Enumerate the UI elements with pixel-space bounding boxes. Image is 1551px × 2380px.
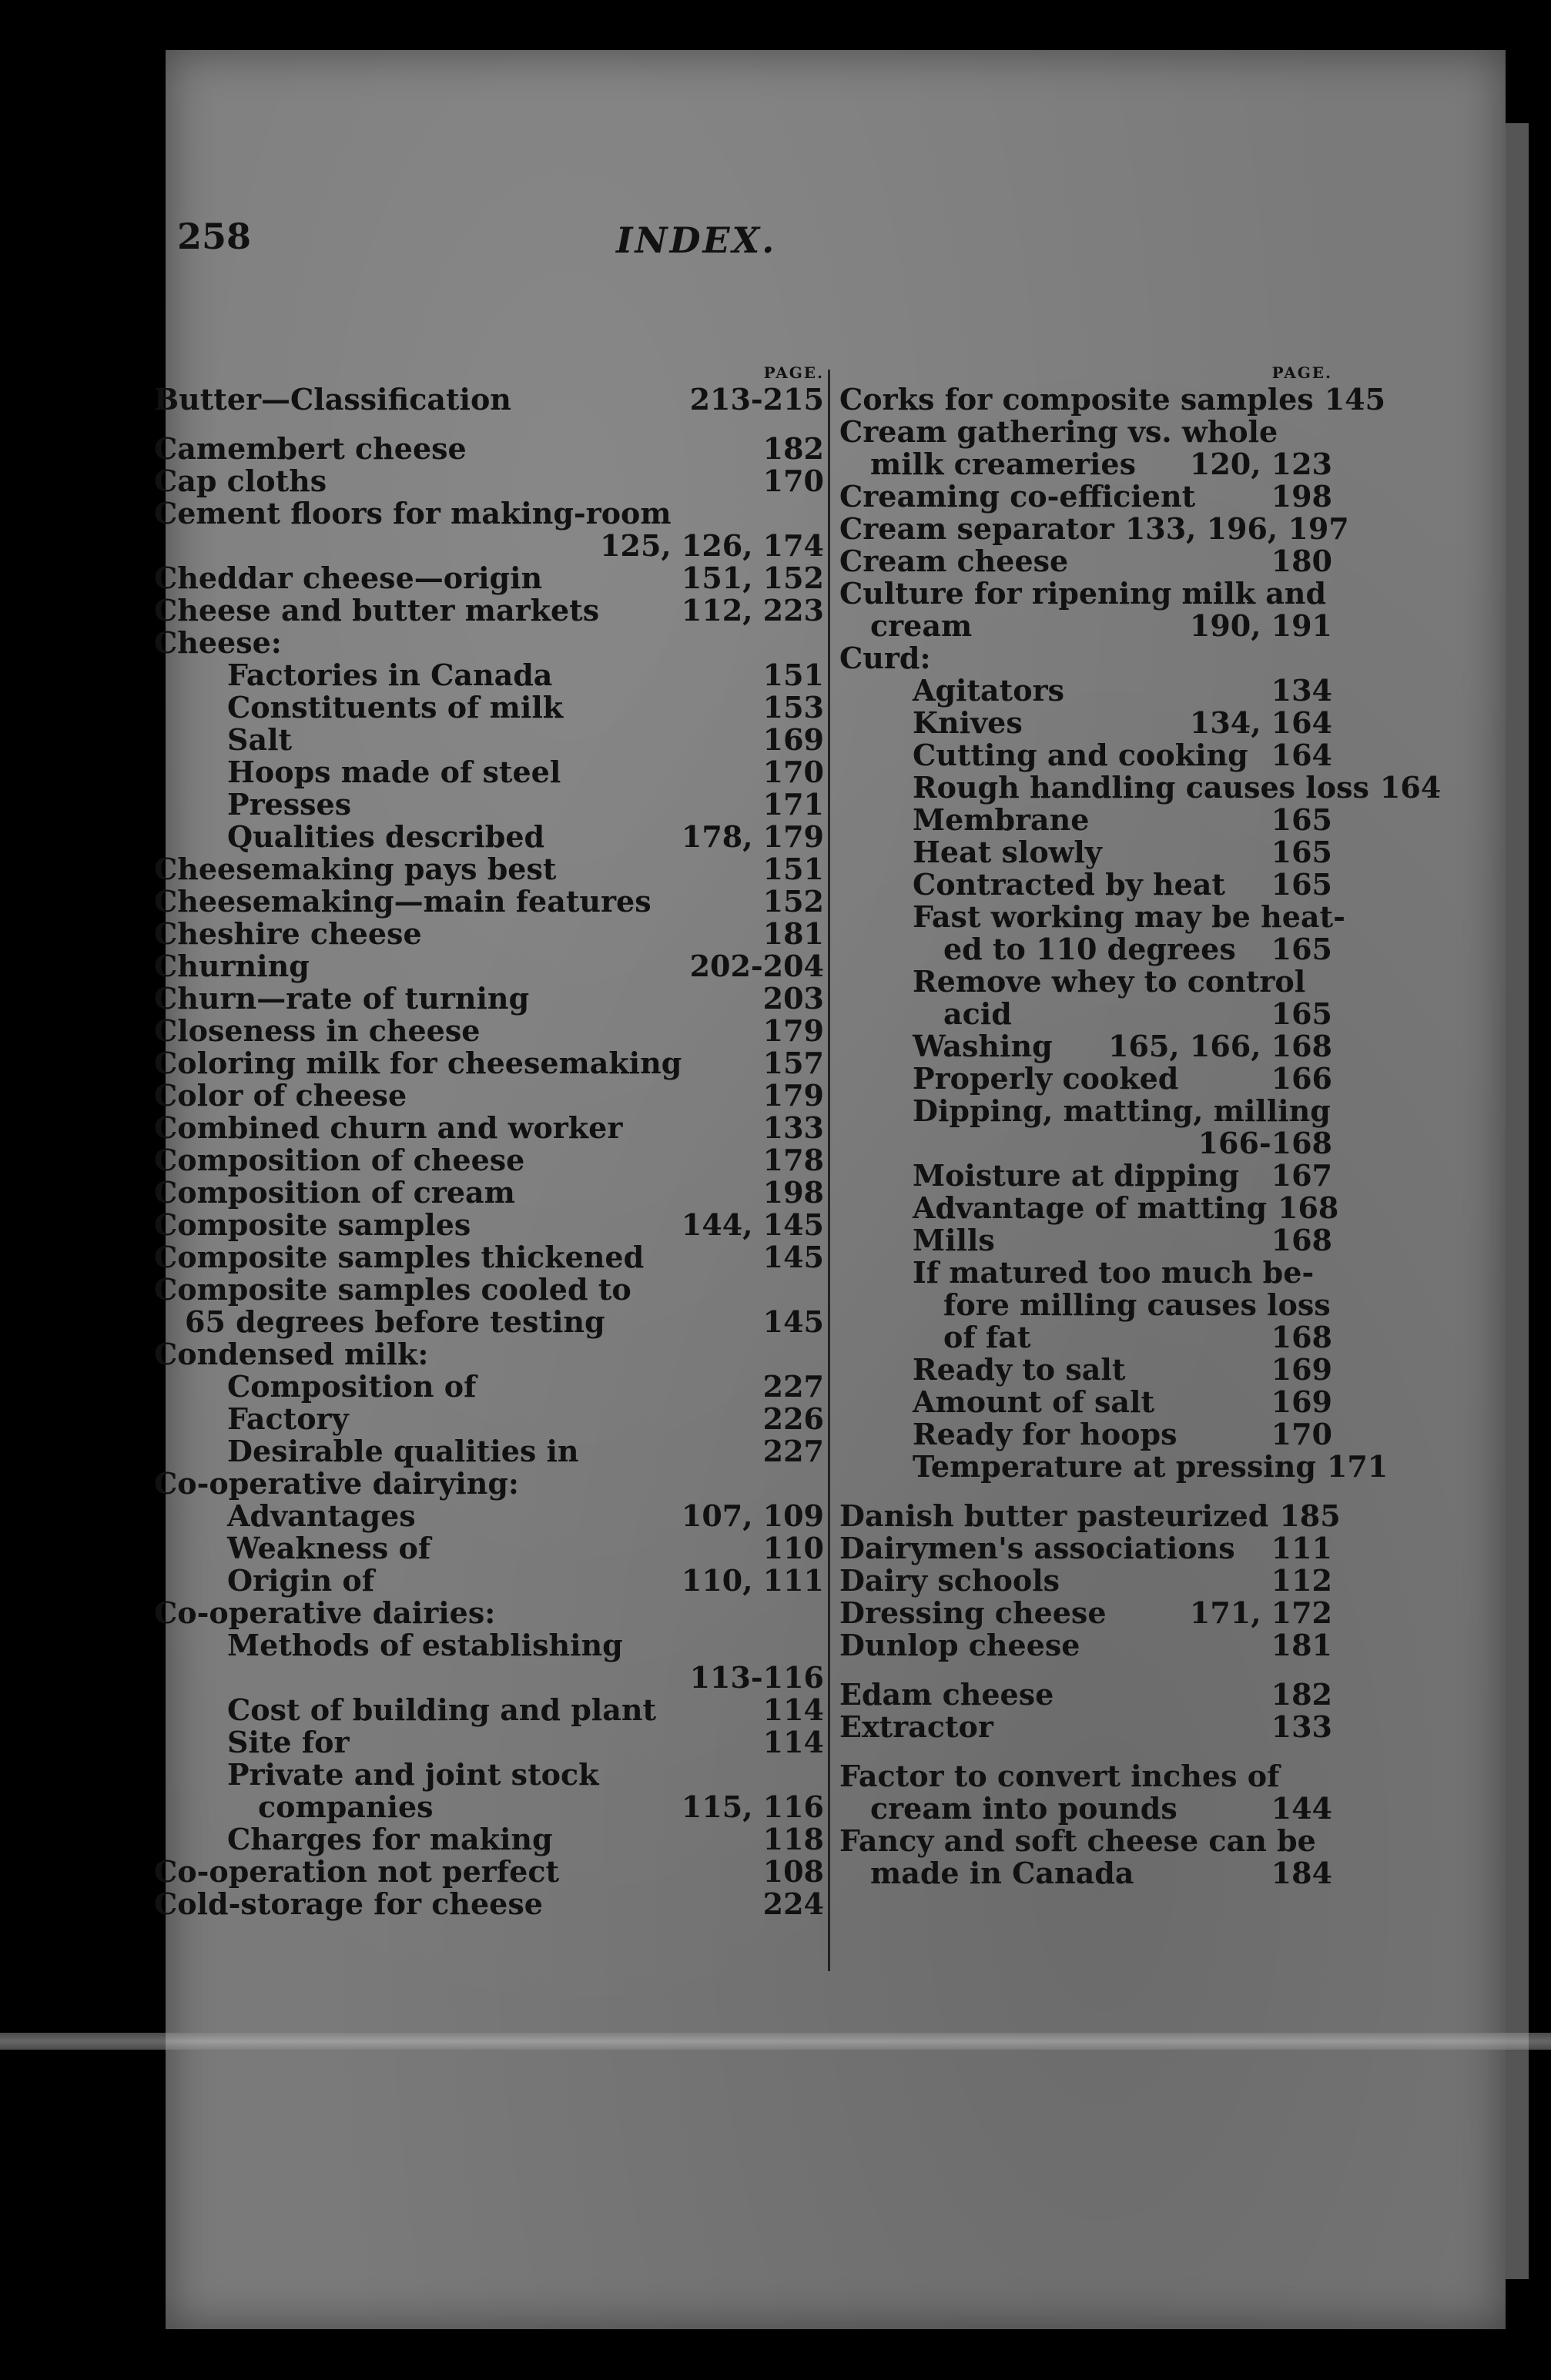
entry-text: Constituents of milk [227, 690, 564, 725]
entry-pages: 226 [762, 1401, 824, 1436]
index-entry [839, 998, 1332, 1030]
entry-text: Composite samples [154, 1207, 471, 1242]
index-entry [839, 804, 1332, 836]
entry-text: acid [943, 996, 1012, 1031]
entry-pages: 167 [1271, 1158, 1332, 1193]
column-divider [828, 370, 830, 1971]
index-entry [154, 383, 824, 416]
entry-text: cream [870, 608, 973, 643]
entry-text: Condensed milk: [154, 1337, 429, 1371]
entry-pages: 144 [1271, 1791, 1332, 1826]
entry-text: Salt [227, 722, 293, 757]
entry-pages: 168 [1271, 1223, 1332, 1257]
entry-text: Cheddar cheese—origin [154, 561, 543, 595]
index-entry [839, 933, 1332, 966]
entry-text: Advantage of matting [913, 1190, 1268, 1225]
index-entry [839, 1224, 1332, 1257]
entry-text: Cheese and butter markets [154, 593, 600, 628]
index-entry [154, 1726, 824, 1759]
index-entry [154, 1306, 824, 1338]
entry-text: Corks for composite samples [839, 382, 1314, 417]
entry-pages: 190, 191 [1189, 608, 1332, 643]
entry-text: Butter—Classification [154, 382, 511, 417]
index-entry [839, 1354, 1332, 1386]
index-entry [154, 1209, 824, 1241]
entry-pages: 111 [1271, 1531, 1332, 1565]
index-entry [154, 1565, 824, 1597]
index-entry [154, 1241, 824, 1274]
index-entry [154, 1791, 824, 1823]
entry-text: Co-operative dairies: [154, 1595, 496, 1630]
entry-pages: 203 [762, 981, 824, 1016]
index-entry [154, 1435, 824, 1468]
entry-pages: 180 [1271, 544, 1332, 578]
index-entry [839, 1857, 1332, 1890]
index-entries-right [839, 382, 1442, 1890]
index-entry [839, 770, 1442, 805]
index-entry [154, 1532, 824, 1565]
entry-text: Dressing cheese [839, 1595, 1107, 1630]
entry-pages: 224 [762, 1886, 824, 1921]
index-entry [839, 1127, 1332, 1160]
index-entry [154, 1694, 824, 1726]
index-entry [154, 433, 824, 465]
entry-text: Curd: [839, 641, 931, 675]
entry-pages: 178, 179 [681, 819, 824, 854]
index-entry [154, 1403, 824, 1435]
entry-text: Dunlop cheese [839, 1628, 1080, 1662]
entry-pages: 171 [762, 787, 824, 822]
entry-text: Charges for making [227, 1822, 553, 1856]
index-entry [839, 1190, 1339, 1225]
entry-pages: 179 [762, 1013, 824, 1048]
entry-pages: 170 [762, 755, 824, 789]
entry-text: Cap cloths [154, 464, 327, 498]
entry-pages: 145 [762, 1304, 824, 1339]
entry-pages: 115, 116 [681, 1789, 824, 1824]
index-entry [839, 739, 1332, 772]
entry-text: Composition of [227, 1369, 477, 1404]
index-entry [839, 1825, 1332, 1857]
entry-pages: 165 [1271, 802, 1332, 837]
index-entry [154, 1662, 824, 1694]
index-entry [839, 869, 1332, 901]
entry-pages: 145 [1324, 382, 1386, 417]
entry-pages: 184 [1271, 1856, 1332, 1890]
index-entry [839, 1095, 1332, 1127]
entry-text: Heat slowly [913, 835, 1102, 869]
index-entry [154, 562, 824, 594]
entry-text: Advantages [227, 1498, 416, 1533]
entry-pages: 112 [1271, 1563, 1332, 1598]
entry-pages: 166 [1271, 1061, 1332, 1096]
index-entry [839, 1030, 1332, 1063]
running-title: INDEX. [616, 219, 777, 261]
index-entry [839, 1289, 1332, 1321]
entry-text: Churning [154, 949, 310, 983]
index-entry [839, 707, 1332, 739]
index-entry [154, 885, 824, 918]
index-entry [154, 950, 824, 982]
index-entry [154, 918, 824, 950]
entry-text: Fast working may be heat- [913, 899, 1345, 934]
entry-pages: 213-215 [689, 382, 824, 417]
entry-text: Creaming co-efficient [839, 479, 1196, 514]
page-column-heading: PAGE. [763, 363, 824, 382]
entry-text: Factor to convert inches of [839, 1759, 1280, 1793]
index-entry [154, 788, 824, 821]
index-entry [839, 1257, 1332, 1289]
index-entry [839, 1532, 1332, 1565]
index-entry [154, 627, 824, 659]
entry-pages: 182 [1271, 1677, 1332, 1712]
entry-text: Amount of salt [913, 1384, 1155, 1419]
index-entry [154, 853, 824, 885]
entry-pages: 114 [762, 1692, 824, 1727]
index-column-right [839, 362, 1442, 1890]
entry-text: Membrane [913, 802, 1090, 837]
entry-pages: 133 [1271, 1709, 1332, 1744]
entry-pages: 182 [762, 431, 824, 466]
entry-text: Composition of cream [154, 1175, 515, 1210]
index-entry [154, 1759, 824, 1791]
entry-pages: 165 [1271, 835, 1332, 869]
entry-text: Desirable qualities in [227, 1434, 579, 1468]
entry-text: If matured too much be- [913, 1255, 1315, 1290]
entry-text: milk creameries [870, 447, 1137, 481]
entry-text: Composition of cheese [154, 1143, 525, 1177]
index-entry [839, 511, 1349, 546]
entry-pages: 153 [762, 690, 824, 725]
entry-text: Co-operative dairying: [154, 1466, 519, 1501]
index-entry [154, 1371, 824, 1403]
index-entry [839, 966, 1332, 998]
entry-text: Knives [913, 705, 1023, 740]
entry-text: fore milling causes loss [943, 1287, 1331, 1322]
entry-text: Mills [913, 1223, 995, 1257]
entry-text: Properly cooked [913, 1061, 1179, 1096]
entry-text: Color of cheese [154, 1078, 407, 1113]
index-entry [839, 1760, 1332, 1793]
index-entry [839, 480, 1332, 513]
entry-text: Edam cheese [839, 1677, 1054, 1712]
entry-pages: 125, 126, 174 [600, 528, 824, 563]
index-entry [839, 642, 1332, 675]
index-entry [154, 659, 824, 691]
entry-text: Cold-storage for cheese [154, 1886, 543, 1921]
entry-pages: 134 [1271, 673, 1332, 708]
entry-text: Factories in Canada [227, 658, 553, 692]
entry-pages: 164 [1379, 770, 1442, 805]
index-entry [154, 497, 824, 530]
entry-pages: 227 [762, 1369, 824, 1404]
index-entry [154, 1112, 824, 1144]
entry-pages: 107, 109 [681, 1498, 824, 1533]
entry-pages: 185 [1279, 1498, 1341, 1533]
index-entry [839, 1160, 1332, 1192]
entry-pages: 108 [762, 1854, 824, 1889]
index-entry [154, 1177, 824, 1209]
entry-pages: 166-168 [1198, 1126, 1332, 1160]
page-column-heading: PAGE. [1271, 363, 1332, 382]
entry-text: cream into pounds [870, 1791, 1177, 1826]
entry-text: Washing [913, 1029, 1053, 1063]
entry-pages: 165, 166, 168 [1108, 1029, 1332, 1063]
entry-pages: 171 [1326, 1449, 1389, 1484]
entry-text: Contracted by heat [913, 867, 1225, 902]
index-entry [154, 465, 824, 497]
index-entry [154, 1823, 824, 1856]
index-entry [154, 1080, 824, 1112]
index-entry [839, 675, 1332, 707]
entry-text: made in Canada [870, 1856, 1134, 1890]
entry-text: Cheshire cheese [154, 916, 422, 951]
entry-pages: 134, 164 [1189, 705, 1332, 740]
entry-pages: 151 [762, 852, 824, 886]
index-entry [154, 1856, 824, 1888]
entry-pages: 165 [1271, 867, 1332, 902]
entry-text: Dairymen's associations [839, 1531, 1235, 1565]
entry-pages: 118 [762, 1822, 824, 1856]
entry-text: Camembert cheese [154, 431, 467, 466]
entry-text: Agitators [913, 673, 1064, 708]
index-entry [839, 899, 1345, 934]
index-entry [154, 1144, 824, 1177]
page-number: 258 [177, 216, 252, 257]
index-entry [154, 1468, 824, 1500]
entry-pages: 151 [762, 658, 824, 692]
index-entry [154, 1015, 824, 1047]
entry-pages: 110, 111 [681, 1563, 824, 1598]
index-entry [839, 1386, 1332, 1418]
entry-pages: 165 [1271, 996, 1332, 1031]
entry-pages: 145 [762, 1240, 824, 1274]
entry-text: Temperature at pressing [913, 1449, 1316, 1484]
entry-text: Methods of establishing [227, 1628, 623, 1662]
entry-text: Dairy schools [839, 1563, 1060, 1598]
entry-pages: 179 [762, 1078, 824, 1113]
entry-text: Weakness of [227, 1531, 431, 1565]
entry-text: Rough handling causes loss [913, 770, 1369, 805]
entry-text: Cost of building and plant [227, 1692, 657, 1727]
entry-text: Combined churn and worker [154, 1110, 623, 1145]
entry-text: Fancy and soft cheese can be [839, 1823, 1316, 1858]
index-entry [154, 821, 824, 853]
scan-artifact-line [0, 2033, 1551, 2050]
entry-text: Moisture at dipping [913, 1158, 1240, 1193]
index-entry [154, 724, 824, 756]
entry-pages: 178 [762, 1143, 824, 1177]
entry-text: Factory [227, 1401, 349, 1436]
index-entry [839, 416, 1332, 448]
entry-pages: 169 [1271, 1384, 1332, 1419]
entry-pages: 112, 223 [681, 593, 824, 628]
index-entry [839, 1063, 1332, 1095]
index-entry [154, 691, 824, 724]
entry-pages: 170 [1271, 1417, 1332, 1451]
entry-pages: 168 [1271, 1320, 1332, 1354]
index-entry [839, 836, 1332, 869]
entry-text: Cutting and cooking [913, 738, 1248, 772]
entry-pages: 181 [762, 916, 824, 951]
index-entry [839, 1418, 1332, 1451]
entry-pages: 133 [762, 1110, 824, 1145]
entry-pages: 171, 172 [1189, 1595, 1332, 1630]
entry-pages: 198 [762, 1175, 824, 1210]
entry-pages: 198 [1271, 479, 1332, 514]
index-entry [154, 1597, 824, 1629]
entry-text: Site for [227, 1725, 350, 1759]
entry-text: Composite samples thickened [154, 1240, 645, 1274]
entry-text: Dipping, matting, milling [913, 1093, 1331, 1128]
entry-text: Closeness in cheese [154, 1013, 481, 1048]
index-entry [154, 982, 824, 1015]
entry-pages: 169 [1271, 1352, 1332, 1387]
entry-text: Ready to salt [913, 1352, 1126, 1387]
entry-text: Extractor [839, 1709, 993, 1744]
index-entry [839, 1793, 1332, 1825]
index-entry [839, 1597, 1332, 1629]
entry-text: Remove whey to control [913, 964, 1306, 999]
entry-pages: 168 [1278, 1190, 1339, 1225]
index-entry [154, 1047, 824, 1080]
index-entry [839, 1711, 1332, 1743]
index-entry [154, 1338, 824, 1371]
index-entry [839, 1565, 1332, 1597]
index-column-left [154, 362, 824, 1920]
entry-text: Presses [227, 787, 352, 822]
entry-text: Cream gathering vs. whole [839, 414, 1278, 449]
entry-pages: 181 [1271, 1628, 1332, 1662]
index-entry [839, 1449, 1389, 1484]
entry-text: Danish butter pasteurized [839, 1498, 1269, 1533]
index-entry [154, 594, 824, 627]
entry-text: Private and joint stock [227, 1757, 599, 1792]
entry-text: Cheesemaking pays best [154, 852, 557, 886]
entry-pages: 164 [1271, 738, 1332, 772]
index-entry [154, 1500, 824, 1532]
index-entry [154, 756, 824, 788]
entry-pages: 114 [762, 1725, 824, 1759]
index-entry [839, 448, 1332, 480]
index-entry [839, 577, 1332, 610]
entry-text: Qualities described [227, 819, 545, 854]
index-entry [154, 1274, 824, 1306]
entry-pages: 151, 152 [681, 561, 824, 595]
entry-pages: 157 [762, 1046, 824, 1080]
entry-text: Cream cheese [839, 544, 1069, 578]
entry-pages: 169 [762, 722, 824, 757]
index-entry [154, 1888, 824, 1920]
entry-text: companies [258, 1789, 434, 1824]
entry-pages: 152 [762, 884, 824, 919]
entry-pages: 113-116 [689, 1660, 824, 1695]
index-entries-left [154, 383, 824, 1920]
entry-text: Hoops made of steel [227, 755, 561, 789]
index-entry [839, 545, 1332, 577]
entry-pages: 133, 196, 197 [1124, 511, 1349, 546]
entry-pages: 110 [762, 1531, 824, 1565]
entry-pages: 170 [762, 464, 824, 498]
entry-text: Origin of [227, 1563, 375, 1598]
entry-text: Culture for ripening milk and [839, 576, 1327, 611]
entry-pages: 120, 123 [1189, 447, 1332, 481]
entry-text: Co-operation not perfect [154, 1854, 560, 1889]
entry-text: Cement floors for making-room [154, 496, 672, 531]
entry-text: ed to 110 degrees [943, 932, 1236, 966]
page-edge [1506, 123, 1529, 2279]
index-entry [154, 1629, 824, 1662]
index-entry [839, 1629, 1332, 1662]
index-entry [839, 1498, 1341, 1533]
entry-pages: 144, 145 [681, 1207, 824, 1242]
entry-text: Coloring milk for cheesemaking [154, 1046, 682, 1080]
index-entry [839, 382, 1386, 417]
index-entry [154, 530, 824, 562]
entry-text: Cream separator [839, 511, 1114, 546]
entry-pages: 165 [1271, 932, 1332, 966]
entry-text: of fat [943, 1320, 1031, 1354]
index-entry [839, 1321, 1332, 1354]
entry-pages: 227 [762, 1434, 824, 1468]
entry-text: Ready for hoops [913, 1417, 1177, 1451]
entry-text: Cheese: [154, 625, 282, 660]
entry-text: Composite samples cooled to [154, 1272, 631, 1307]
entry-text: Cheesemaking—main features [154, 884, 652, 919]
entry-pages: 202-204 [689, 949, 824, 983]
index-entry [839, 610, 1332, 642]
entry-text: 65 degrees before testing [185, 1304, 605, 1339]
index-entry [839, 1679, 1332, 1711]
entry-text: Churn—rate of turning [154, 981, 530, 1016]
